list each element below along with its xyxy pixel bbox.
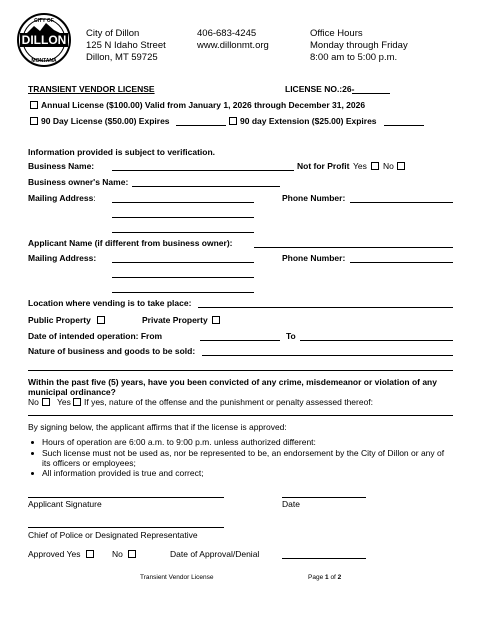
date-approval-field[interactable] — [282, 558, 366, 559]
applicant-mailing-line-2[interactable] — [112, 277, 254, 278]
conviction-details-field[interactable] — [28, 415, 453, 416]
affirmation-item-3: All information provided is true and correct; — [42, 468, 204, 478]
phone-number-label: Phone Number: — [282, 193, 346, 203]
ext90-label: 90 day Extension ($25.00) Expires — [240, 116, 377, 126]
mailing-address-line-3[interactable] — [112, 232, 254, 233]
ext90-expires-field[interactable] — [384, 125, 424, 126]
private-property-checkbox[interactable] — [212, 316, 220, 324]
chief-signature-field[interactable] — [28, 527, 224, 528]
business-name-label: Business Name: — [28, 161, 95, 171]
day90-license-label: 90 Day License ($50.00) Expires — [41, 116, 170, 126]
nfp-yes-checkbox[interactable] — [371, 162, 379, 170]
signature-date-label: Date — [282, 499, 300, 509]
bullet-icon — [31, 472, 34, 475]
affirmation-item-2: Such license must not be used as, nor be represented to be, an endorsement by the City of Dillon or any of — [42, 448, 445, 458]
conviction-if-yes: If yes, nature of the offense and the punishment or penalty assessed thereof: — [84, 397, 374, 407]
applicant-phone-label: Phone Number: — [282, 253, 346, 263]
svg-text:DILLON: DILLON — [21, 33, 67, 47]
applicant-phone-field[interactable] — [350, 262, 453, 263]
owner-name-label: Business owner's Name: — [28, 177, 129, 187]
annual-license-checkbox[interactable] — [30, 101, 38, 109]
office-hours-days: Monday through Friday — [310, 40, 408, 51]
private-property-label: Private Property — [142, 315, 208, 325]
owner-name-field[interactable] — [132, 186, 280, 187]
applicant-mailing-line-3[interactable] — [112, 292, 254, 293]
applicant-mailing-line-1[interactable] — [112, 262, 254, 263]
public-property-checkbox[interactable] — [97, 316, 105, 324]
nature-field-1[interactable] — [202, 355, 453, 356]
conviction-no-checkbox[interactable] — [42, 398, 50, 406]
annual-license-label: Annual License ($100.00) Valid from January 1, 2026 through December 31, 2026 — [41, 100, 366, 110]
mailing-address-line-2[interactable] — [112, 217, 254, 218]
nfp-no-checkbox[interactable] — [397, 162, 405, 170]
license-number-label: LICENSE NO.:26- — [285, 84, 355, 94]
location-field[interactable] — [198, 307, 453, 308]
applicant-signature-field[interactable] — [28, 497, 224, 498]
day90-expires-field[interactable] — [176, 125, 226, 126]
date-to-label: To — [286, 331, 296, 341]
date-to-field[interactable] — [300, 340, 453, 341]
license-number-field[interactable] — [352, 93, 390, 94]
date-approval-label: Date of Approval/Denial — [170, 549, 260, 559]
approved-no-checkbox[interactable] — [128, 550, 136, 558]
conviction-question-1: Within the past five (5) years, have you been convicted of any crime, misdemeanor or violation of any — [28, 377, 437, 387]
approved-yes-label: Approved Yes — [28, 549, 81, 559]
footer-form-name: Transient Vendor License — [140, 574, 214, 581]
applicant-mailing-address-label: Mailing Address: — [28, 253, 97, 263]
website: www.dillonmt.org — [197, 40, 269, 51]
city-seal-logo — [16, 12, 72, 68]
public-property-label: Public Property — [28, 315, 91, 325]
location-label: Location where vending is to take place: — [28, 298, 192, 308]
city-state-zip: Dillon, MT 59725 — [86, 52, 158, 63]
affirmation-item-2-cont: its officers or employees; — [42, 458, 136, 468]
nature-field-2[interactable] — [28, 370, 453, 371]
office-hours-time: 8:00 am to 5:00 p.m. — [310, 52, 398, 63]
mailing-address-line-1[interactable] — [112, 202, 254, 203]
affirmation-intro: By signing below, the applicant affirms that if the license is approved: — [28, 422, 287, 432]
applicant-name-field[interactable] — [254, 247, 453, 248]
street-address: 125 N Idaho Street — [86, 40, 166, 51]
applicant-signature-label: Applicant Signature — [28, 499, 102, 509]
office-hours-title: Office Hours — [310, 28, 363, 39]
footer-page-number: Page 1 of 2 — [308, 574, 342, 581]
phone-number-field[interactable] — [350, 202, 453, 203]
date-from-field[interactable] — [200, 340, 280, 341]
form-title: TRANSIENT VENDOR LICENSE — [28, 84, 155, 94]
approved-no-label: No — [112, 549, 123, 559]
business-name-field[interactable] — [112, 170, 294, 171]
bullet-icon — [31, 441, 34, 444]
mailing-address-label: Mailing Address: — [28, 193, 96, 203]
day90-license-checkbox[interactable] — [30, 117, 38, 125]
chief-signature-label: Chief of Police or Designated Representative — [28, 530, 198, 540]
signature-date-field[interactable] — [282, 497, 366, 498]
bullet-icon — [31, 452, 34, 455]
nature-label: Nature of business and goods to be sold: — [28, 346, 196, 356]
applicant-name-label: Applicant Name (if different from business owner): — [28, 238, 233, 248]
svg-text:MONTANA: MONTANA — [31, 58, 57, 64]
conviction-question-2: municipal ordinance? — [28, 387, 116, 397]
not-for-profit-label: Not for Profit — [297, 161, 350, 171]
city-name: City of Dillon — [86, 28, 140, 39]
affirmation-item-1: Hours of operation are 6:00 a.m. to 9:00 p.m. unless authorized different: — [42, 437, 316, 447]
verification-note: Information provided is subject to verification. — [28, 147, 216, 157]
nfp-yes-label: Yes — [353, 161, 367, 171]
approved-yes-checkbox[interactable] — [86, 550, 94, 558]
ext90-checkbox[interactable] — [229, 117, 237, 125]
conviction-yes-checkbox[interactable] — [73, 398, 81, 406]
date-operation-label: Date of intended operation: From — [28, 331, 163, 341]
conviction-no-label: No — [28, 397, 39, 407]
conviction-yes-label: Yes — [57, 397, 71, 407]
nfp-no-label: No — [383, 161, 394, 171]
svg-text:CITY OF: CITY OF — [34, 18, 54, 24]
phone: 406-683-4245 — [197, 28, 257, 39]
